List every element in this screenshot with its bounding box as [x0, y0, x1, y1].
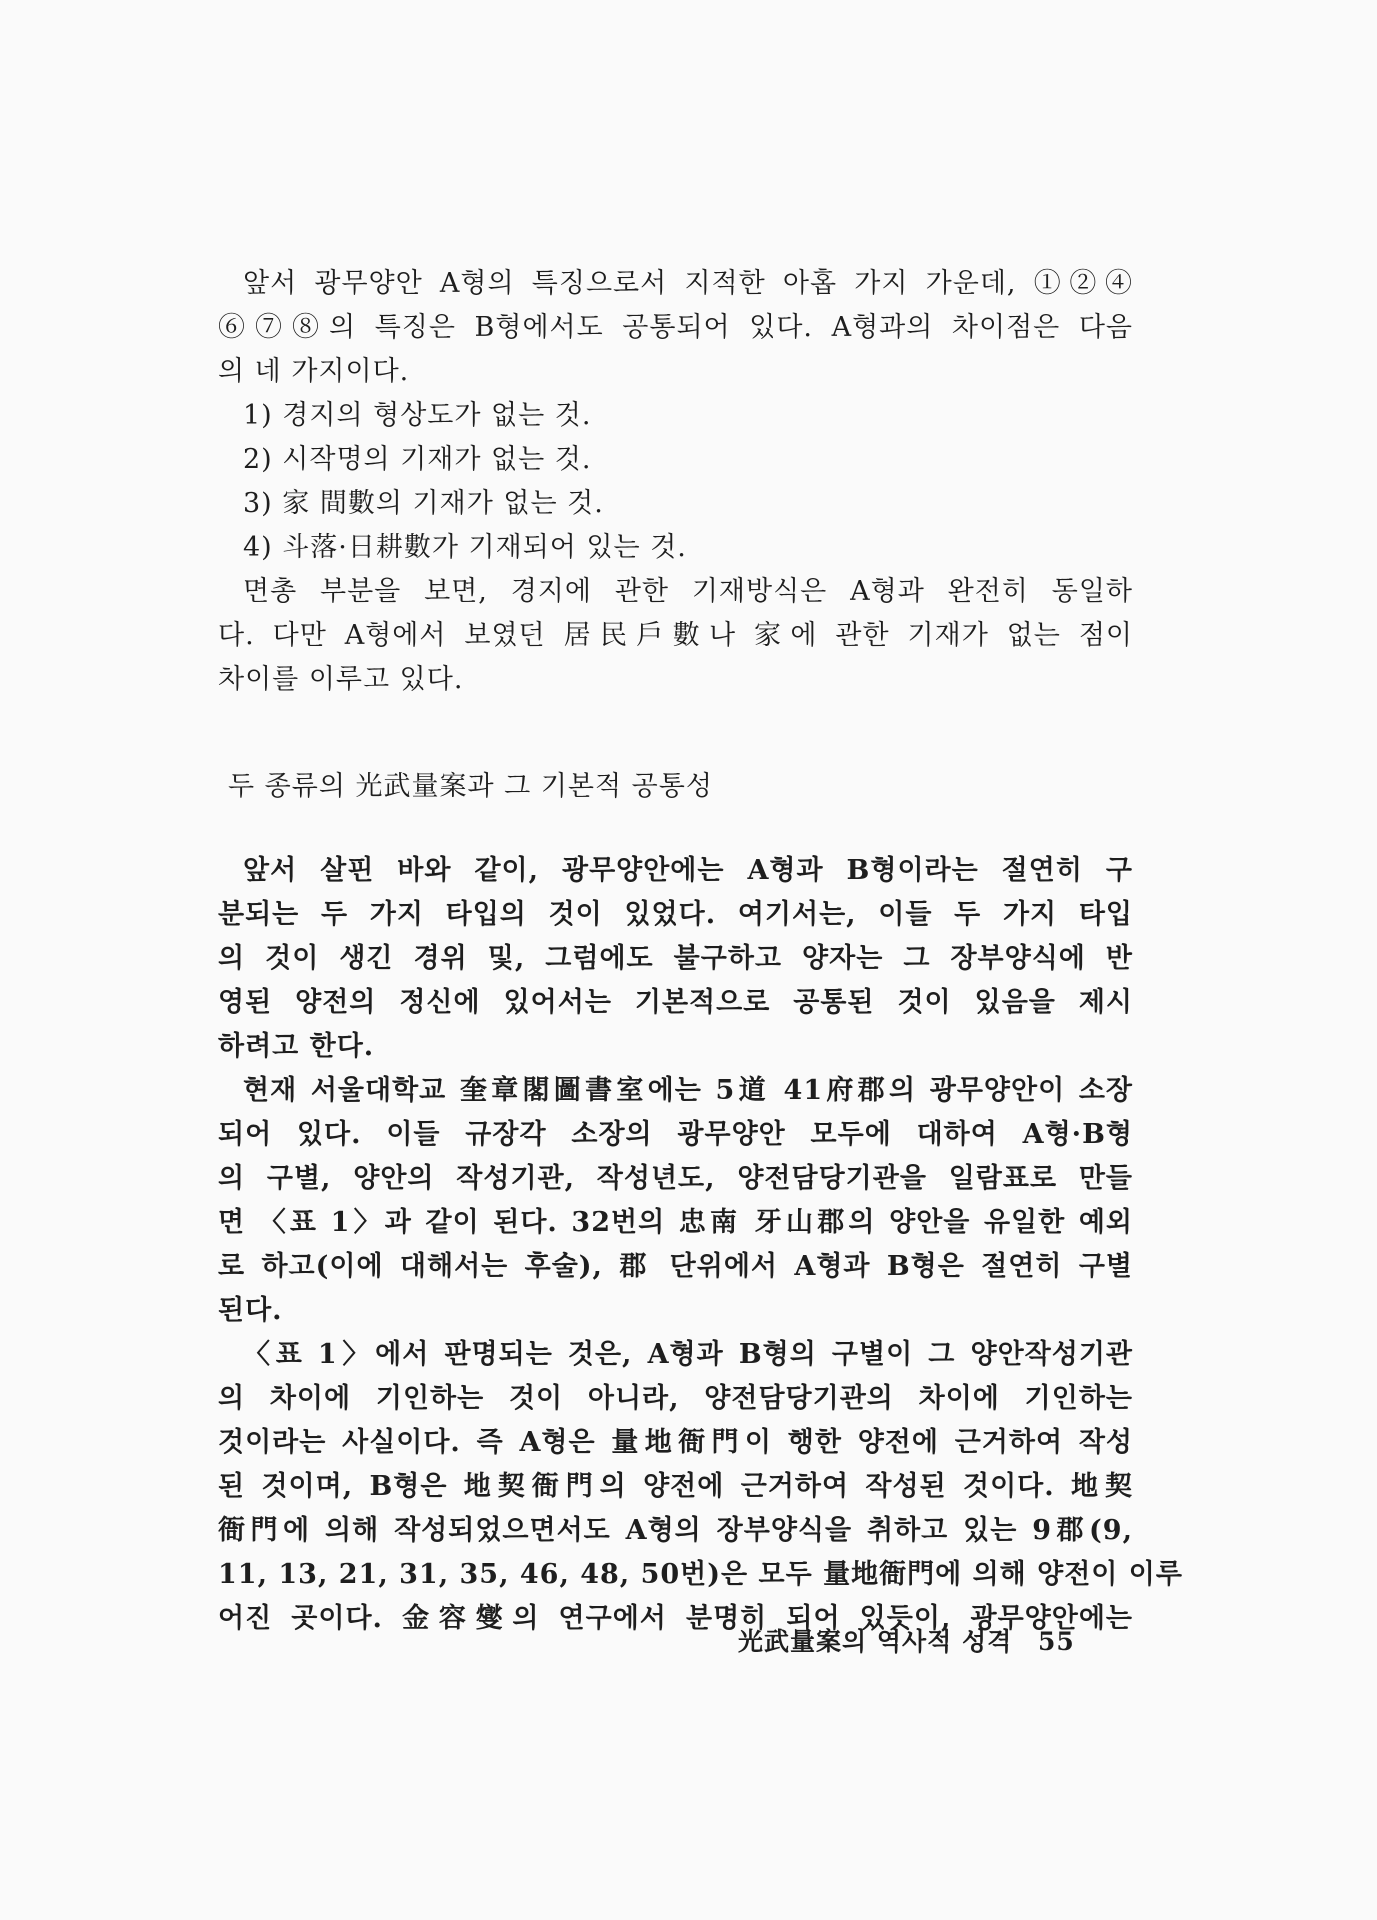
text-line: ⑥⑦⑧의 특징은 B형에서도 공통되어 있다. A형과의 차이점은 다음 — [218, 312, 1133, 343]
text-line: 면총 부분을 보면, 경지에 관한 기재방식은 A형과 완전히 동일하 — [243, 576, 1133, 607]
text-line: 의 네 가지이다. — [218, 356, 410, 387]
list-item: 3) 家 間數의 기재가 없는 것. — [243, 488, 604, 519]
text-line: 로 하고(이에 대해서는 후술), 郡 단위에서 A형과 B형은 절연히 구별 — [218, 1251, 1133, 1282]
text-line: 분되는 두 가지 타입의 것이 있었다. 여기서는, 이들 두 가지 타입 — [218, 899, 1133, 930]
text-line: 된다. — [218, 1295, 283, 1326]
list-item: 2) 시작명의 기재가 없는 것. — [243, 444, 592, 475]
text-line: 현재 서울대학교 奎章閣圖書室에는 5道 41府郡의 광무양안이 소장 — [243, 1075, 1133, 1106]
text-line: 의 것이 생긴 경위 및, 그럼에도 불구하고 양자는 그 장부양식에 반 — [218, 943, 1133, 974]
paragraph-block-features — [218, 262, 1133, 702]
text-line: 〈표 1〉에서 판명되는 것은, A형과 B형의 구별이 그 양안작성기관 — [243, 1339, 1133, 1370]
list-item: 4) 斗落·日耕數가 기재되어 있는 것. — [243, 532, 687, 563]
text-line: 의 구별, 양안의 작성기관, 작성년도, 양전담당기관을 일람표로 만들 — [218, 1163, 1133, 1194]
text-line: 다. 다만 A형에서 보였던 居民戶數나 家에 관한 기재가 없는 점이 — [218, 620, 1133, 651]
list-item: 1) 경지의 형상도가 없는 것. — [243, 400, 592, 431]
text-line: 앞서 광무양안 A형의 특징으로서 지적한 아홉 가지 가운데, ①②④ — [243, 268, 1133, 299]
section-heading: 두 종류의 光武量案과 그 기본적 공통성 — [228, 771, 713, 802]
text-line: 의 차이에 기인하는 것이 아니라, 양전담당기관의 차이에 기인하는 — [218, 1383, 1133, 1414]
text-line: 어진 곳이다. 金容燮의 연구에서 분명히 되어 있듯이, 광무양안에는 — [218, 1603, 1133, 1634]
text-line: 11, 13, 21, 31, 35, 46, 48, 50번)은 모두 量地衙門에 의해 양전이 이루 — [218, 1559, 1183, 1590]
text-line: 면 〈표 1〉과 같이 된다. 32번의 忠南 牙山郡의 양안을 유일한 예외 — [218, 1207, 1133, 1238]
text-line: 앞서 살핀 바와 같이, 광무양안에는 A형과 B형이라는 절연히 구 — [243, 855, 1133, 886]
text-line: 하려고 한다. — [218, 1031, 375, 1062]
page-footer — [738, 1620, 1075, 1664]
running-title: 光武量案의 역사적 성격 — [738, 1627, 1013, 1656]
text-line: 차이를 이루고 있다. — [218, 664, 464, 695]
page-number: 55 — [1038, 1627, 1075, 1656]
text-line: 영된 양전의 정신에 있어서는 기본적으로 공통된 것이 있음을 제시 — [218, 987, 1133, 1018]
text-line: 것이라는 사실이다. 즉 A형은 量地衙門이 행한 양전에 근거하여 작성 — [218, 1427, 1133, 1458]
text-line: 衙門에 의해 작성되었으면서도 A형의 장부양식을 취하고 있는 9郡(9, — [218, 1515, 1133, 1546]
text-line: 되어 있다. 이들 규장각 소장의 광무양안 모두에 대하여 A형·B형 — [218, 1119, 1133, 1150]
text-line: 된 것이며, B형은 地契衙門의 양전에 근거하여 작성된 것이다. 地契 — [218, 1471, 1133, 1502]
paragraph-block-commonality — [218, 849, 1183, 1641]
